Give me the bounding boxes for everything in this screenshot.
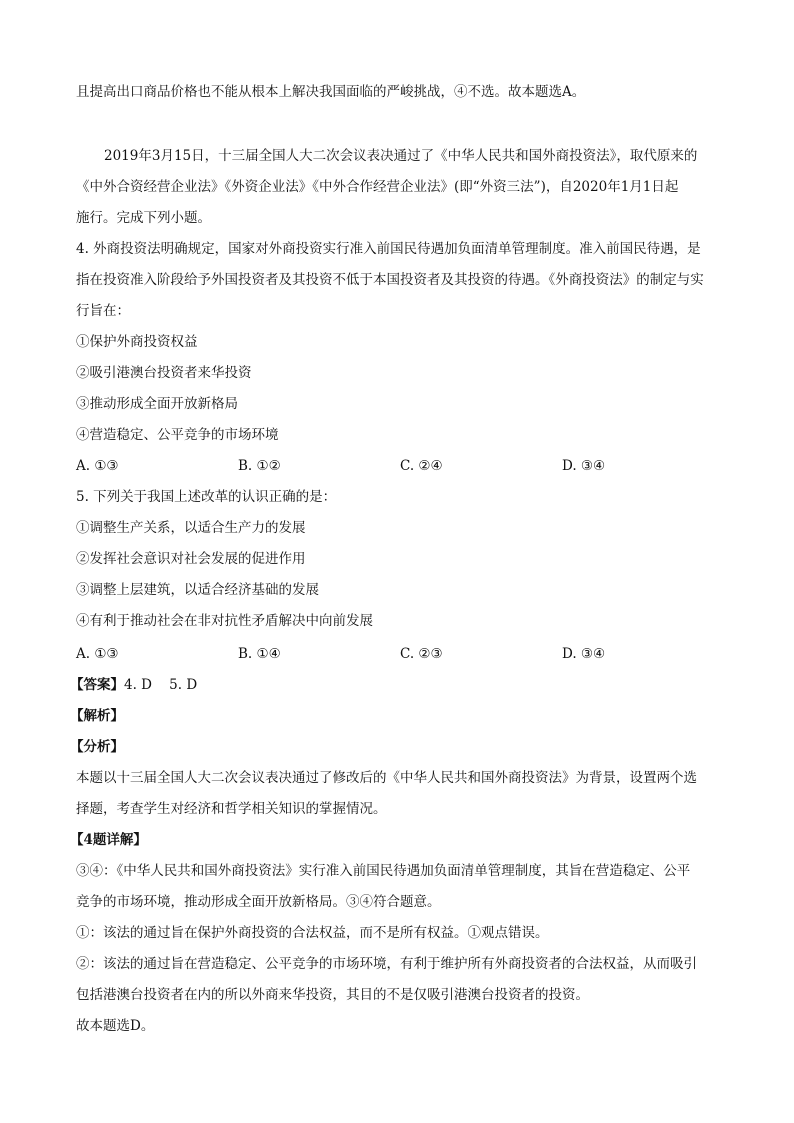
fenxi-line-1: 本题以十三届全国人大二次会议表决通过了修改后的《中华人民共和国外商投资法》为背景，设置两个选 xyxy=(76,770,697,786)
intro-line-1: 2019年3月15日，十三届全国人大二次会议表决通过了《中华人民共和国外商投资法》，取代原来的 xyxy=(104,148,698,164)
intro-line-2: 《中外合资经营企业法》《外资企业法》《中外合作经营企业法》(即“外资三法”)，自2020年1月1日起 xyxy=(76,179,679,195)
detail4-line-4: ②：该法的通过旨在营造稳定、公平竞争的市场环境，有利于维护所有外商投资者的合法权益，从而吸引 xyxy=(76,956,697,972)
q5-item-3: ③调整上层建筑，以适合经济基础的发展 xyxy=(76,582,319,598)
q4-option-d: D. ③④ xyxy=(562,458,606,474)
q5-option-a: A. ①③ xyxy=(76,646,119,662)
q4-option-b: B. ①② xyxy=(238,458,281,474)
answer-text: 4. D 5. D xyxy=(124,677,198,693)
q5-item-1: ①调整生产关系，以适合生产力的发展 xyxy=(76,520,306,536)
detail4-line-6: 故本题选D。 xyxy=(76,1018,155,1034)
q4-stem-line-3: 行旨在： xyxy=(76,303,130,319)
answer-row xyxy=(70,676,197,694)
q4-item-1: ①保护外商投资权益 xyxy=(76,334,198,350)
detail4-line-2: 竞争的市场环境，推动形成全面开放新格局。③④符合题意。 xyxy=(76,894,441,910)
q4-item-2: ②吸引港澳台投资者来华投资 xyxy=(76,365,252,381)
q5-option-b: B. ①④ xyxy=(238,646,281,662)
intro-line-3: 施行。完成下列小题。 xyxy=(76,210,211,226)
q5-item-4: ④有利于推动社会在非对抗性矛盾解决中向前发展 xyxy=(76,613,373,629)
q5-stem: 5. 下列关于我国上述改革的认识正确的是： xyxy=(76,489,337,505)
q5-option-d: D. ③④ xyxy=(562,646,606,662)
q4-option-c: C. ②④ xyxy=(400,458,443,474)
q5-item-2: ②发挥社会意识对社会发展的促进作用 xyxy=(76,551,306,567)
analysis-label: 【解析】 xyxy=(70,708,124,724)
detail4-label: 【4题详解】 xyxy=(70,832,147,848)
detail4-line-5: 包括港澳台投资者在内的所以外商来华投资，其目的不是仅吸引港澳台投资者的投资。 xyxy=(76,987,589,1003)
previous-answer-tail: 且提高出口商品价格也不能从根本上解决我国面临的严峻挑战，④不选。故本题选A。 xyxy=(76,84,586,100)
q5-option-c: C. ②③ xyxy=(400,646,443,662)
q4-stem-line-1: 4. 外商投资法明确规定，国家对外商投资实行准入前国民待遇加负面清单管理制度。准入前国民待遇，是 xyxy=(76,241,701,257)
detail4-line-3: ①：该法的通过旨在保护外商投资的合法权益，而不是所有权益。①观点错误。 xyxy=(76,925,549,941)
fenxi-line-2: 择题，考查学生对经济和哲学相关知识的掌握情况。 xyxy=(76,801,387,817)
q4-option-a: A. ①③ xyxy=(76,458,119,474)
q4-item-4: ④营造稳定、公平竞争的市场环境 xyxy=(76,427,279,443)
fenxi-label: 【分析】 xyxy=(70,739,124,755)
q4-item-3: ③推动形成全面开放新格局 xyxy=(76,396,238,412)
q4-stem-line-2: 指在投资准入阶段给予外国投资者及其投资不低于本国投资者及其投资的待遇。《外商投资法》的制定与实 xyxy=(76,272,704,288)
detail4-line-1: ③④：《中华人民共和国外商投资法》实行准入前国民待遇加负面清单管理制度，其旨在营造稳定、公平 xyxy=(76,863,691,879)
answer-label: 【答案】 xyxy=(70,677,124,693)
